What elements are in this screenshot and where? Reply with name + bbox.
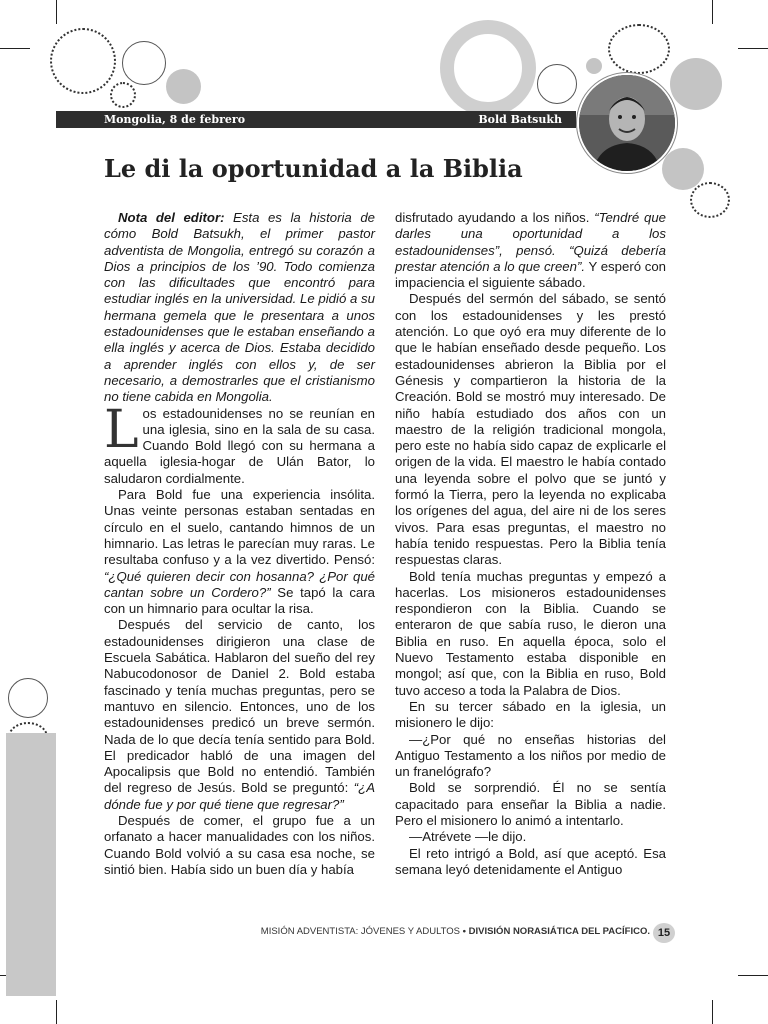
paragraph: —Atrévete —le dijo. [409,829,527,845]
paragraph [104,399,375,487]
drop-cap: L [104,399,139,460]
paragraph-text: Para Bold fue una experiencia insólita. Unas veinte personas estaban sentadas en círculo en el suelo, cantando himnos de un himnario. Las letras le parecían muy raras. Le resultaba confuso y a la vez divertido. Pensó: [104,487,375,568]
decorative-circle [537,64,577,104]
crop-mark [0,48,30,49]
paragraph [104,617,375,813]
decorative-circle [8,678,48,718]
editor-note [104,210,375,406]
paragraph [104,813,375,878]
decorative-circle [110,82,136,108]
crop-mark [738,48,768,49]
page-number: 15 [653,923,675,943]
decorative-circle [670,58,722,110]
decorative-circle [690,182,730,218]
crop-mark [56,0,57,24]
author-photo [577,73,677,173]
crop-mark [712,0,713,24]
paragraph [395,210,666,291]
decorative-circle [608,24,670,74]
paragraph [104,487,375,617]
editor-note-lead: Nota del editor: [118,210,225,225]
decorative-circle [122,41,166,85]
page-footer [0,926,650,937]
crop-mark [56,1000,57,1024]
author-name: Bold Batsukh [478,113,562,126]
decorative-circle [440,20,536,116]
paragraph-text: Se tapó la cara con un himnario para ocultar la risa. [104,584,375,617]
header-band [56,111,576,128]
decorative-circle [166,69,201,104]
paragraph: Bold se sorprendió. Él no se sentía capacitado para enseñar la Biblia a nadie. Pero el misionero lo animó a intentarlo. [395,780,666,828]
paragraph-text: Y esperó con impaciencia el siguiente sábado. [395,258,666,291]
crop-mark [712,1000,713,1024]
quote-text: “¿Qué quieren decir con hosanna? ¿Por qué cantan sobre un Cordero?” [104,568,375,600]
editor-note-body: Esta es la historia de cómo Bold Batsukh, el primer pastor adventista de Mongolia, entregó su corazón a Dios a principios de los ’90. Todo comienza con las dificultades que encontró para estudiar inglés en la universidad. Le pidió a su hermana gemela que le presentara a unos estadounidenses que le estaban enseñando a ella inglés y acerca de Dios. Estaba decidido a aprender inglés con ellos y, de ser necesario, a demostrarles que el cristianismo no tiene cabida en Mongolia. [104,210,375,405]
article-title: Le di la oportunidad a la Biblia [104,154,523,183]
decorative-circle [662,148,704,190]
paragraph-text: Después de comer, el grupo fue a un orfanato a hacer manualidades con los niños. Cuando Bold volvió a su casa esa noche, se sintió bien. Había sido un buen día y había [104,812,375,877]
article-column-left [104,210,375,878]
paragraph-text: disfrutado ayudando a los niños. [395,210,595,225]
decorative-circle [50,28,116,94]
side-gray-bar [6,733,56,996]
paragraph-text: Después del servicio de canto, los estadounidenses dirigieron una clase de Escuela Sabática. Hablaron del sueño del rey Nabucodonosor de Daniel 2. Bold estaba fascinado y tenía muchas preguntas, pero se mantuvo en silencio. Entonces, uno de los estadounidenses predicó un breve sermón. Nada de lo que decía tenía sentido para Bold. El predicador habló de una imagen del Apocalipsis que Bold no entendió. También del regreso de Jesús. Bold se preguntó: [104,617,375,796]
paragraph: —¿Por qué no enseñas historias del Antiguo Testamento a los niños por medio de un franelógrafo? [395,731,666,780]
paragraph: En su tercer sábado en la iglesia, un misionero le dijo: [395,698,666,731]
paragraph-text: os estadounidenses no se reunían en una iglesia, sino en la sala de su casa. Cuando Bold llegó con su hermana a aquella iglesia-hogar de Ulán Bator, lo saludaron cordialmente. [104,405,375,486]
author-portrait-icon [579,75,675,171]
article-column-right [395,210,666,878]
footer-publication: MISIÓN ADVENTISTA: JÓVENES Y ADULTOS [260,926,460,937]
footer-separator: • [460,926,469,937]
decorative-circle [586,58,602,74]
paragraph: El reto intrigó a Bold, así que aceptó. Esa semana leyó detenidamente el Antiguo [395,845,666,877]
paragraph: Después del sermón del sábado, se sentó con los estadounidenses y les prestó atención. Lo que oyó era muy diferente de lo que le habían enseñado desde pequeño. Los estadounidenses abrieron la Biblia por el Génesis y compartieron la historia de la Creación. Bold se mostró muy interesado. De niño había estudiado dos años con un maestro de la religión tradicional mongola, pero este no había sido capaz de explicarle el origen de la vida. El maestro le había contado una leyenda sobre el polvo que se juntó y formó la Tierra, pero la leyenda no explicaba los orígenes del agua, del aire ni de los seres vivos. Para esas preguntas, el maestro no había tenido respuestas. Pero la Biblia tenía respuestas claras. [395,291,666,568]
quote-text: “Tendré que darles una oportunidad a los estadounidenses”, pensó. “Quizá debería prestar atención a lo que creen”. [395,210,666,274]
quote-text: “¿A dónde fue y por qué tiene que regresar?” [104,780,375,812]
location-date: Mongolia, 8 de febrero [104,113,246,126]
paragraph: Bold tenía muchas preguntas y empezó a hacerlas. Los misioneros estadounidenses respondieron con la Biblia. Cuando se enteraron de que sabía ruso, le dieron una Biblia en ruso. En aquella época, solo el Nuevo Testamento estaba disponible en mongol; así que, con la Biblia en ruso, Bold tuvo acceso a toda la Palabra de Dios. [395,568,666,698]
footer-division: DIVISIÓN NORASIÁTICA DEL PACÍFICO. [468,926,650,937]
crop-mark [738,975,768,976]
